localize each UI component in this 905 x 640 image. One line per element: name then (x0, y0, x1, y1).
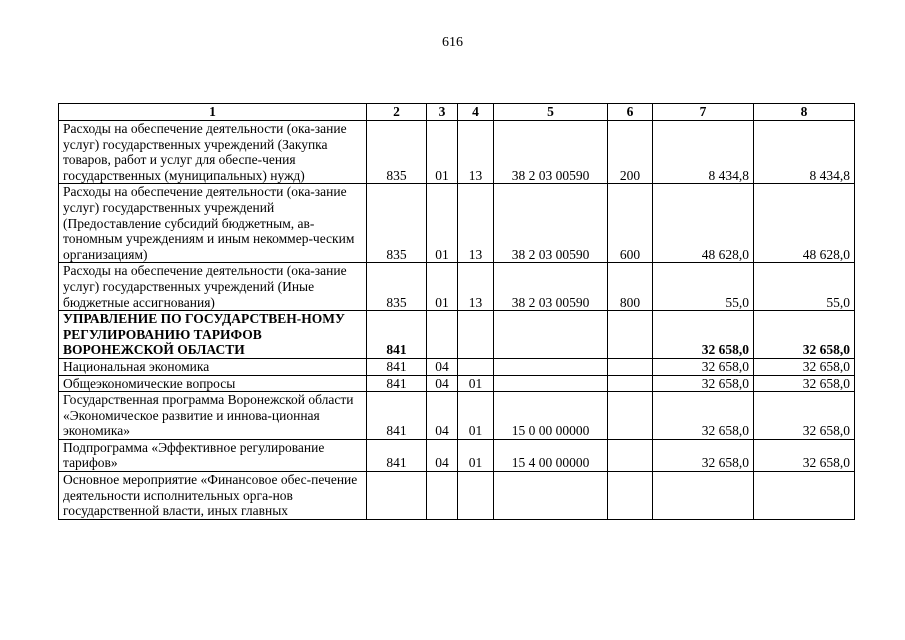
budget-table (58, 103, 855, 520)
column-header: 7 (653, 104, 754, 121)
row-amount-2: 32 658,0 (754, 358, 855, 375)
row-amount-2: 8 434,8 (754, 121, 855, 184)
row-amount-1: 32 658,0 (653, 439, 754, 471)
table-row (59, 358, 855, 375)
table-row (59, 439, 855, 471)
row-amount-1 (653, 472, 754, 520)
table-row (59, 184, 855, 263)
row-subsection-code: 13 (458, 263, 494, 311)
row-target-article-code (494, 358, 608, 375)
row-amount-1: 32 658,0 (653, 375, 754, 392)
column-header: 2 (367, 104, 427, 121)
row-subsection-code (458, 472, 494, 520)
row-section-code (427, 472, 458, 520)
row-expense-type-code (608, 358, 653, 375)
row-subsection-code: 01 (458, 392, 494, 440)
row-section-code: 01 (427, 184, 458, 263)
row-amount-1: 32 658,0 (653, 358, 754, 375)
page-number: 616 (442, 35, 463, 50)
row-amount-2: 55,0 (754, 263, 855, 311)
row-subsection-code: 01 (458, 439, 494, 471)
row-grbs-code: 835 (367, 121, 427, 184)
row-grbs-code: 835 (367, 263, 427, 311)
row-subsection-code: 13 (458, 121, 494, 184)
row-amount-1: 32 658,0 (653, 311, 754, 359)
row-amount-2: 48 628,0 (754, 184, 855, 263)
row-expense-type-code: 600 (608, 184, 653, 263)
row-subsection-code: 01 (458, 375, 494, 392)
row-grbs-code: 841 (367, 392, 427, 440)
row-name: УПРАВЛЕНИЕ ПО ГОСУДАРСТВЕН-НОМУ РЕГУЛИРОВАНИЮ ТАРИФОВ ВОРОНЕЖСКОЙ ОБЛАСТИ (59, 311, 367, 359)
row-expense-type-code: 800 (608, 263, 653, 311)
row-target-article-code (494, 472, 608, 520)
row-section-code: 04 (427, 375, 458, 392)
row-name: Расходы на обеспечение деятельности (ока-зание услуг) государственных учреждений (Закупка товаров, работ и услуг для обеспе-чения государственных (муниципальных) нужд) (59, 121, 367, 184)
row-subsection-code (458, 311, 494, 359)
row-section-code: 04 (427, 439, 458, 471)
column-header: 5 (494, 104, 608, 121)
row-target-article-code: 38 2 03 00590 (494, 263, 608, 311)
column-header: 8 (754, 104, 855, 121)
row-target-article-code (494, 375, 608, 392)
row-target-article-code: 15 0 00 00000 (494, 392, 608, 440)
row-section-code: 04 (427, 392, 458, 440)
row-name: Подпрограмма «Эффективное регулирование тарифов» (59, 439, 367, 471)
table-row (59, 392, 855, 440)
row-target-article-code: 38 2 03 00590 (494, 184, 608, 263)
row-target-article-code (494, 311, 608, 359)
row-name: Расходы на обеспечение деятельности (ока-зание услуг) государственных учреждений (Иные бюджетные ассигнования) (59, 263, 367, 311)
row-amount-2: 32 658,0 (754, 392, 855, 440)
row-expense-type-code: 200 (608, 121, 653, 184)
row-amount-1: 8 434,8 (653, 121, 754, 184)
table-row (59, 311, 855, 359)
row-expense-type-code (608, 311, 653, 359)
column-header: 1 (59, 104, 367, 121)
row-amount-1: 55,0 (653, 263, 754, 311)
row-grbs-code: 841 (367, 358, 427, 375)
row-subsection-code (458, 358, 494, 375)
row-grbs-code: 835 (367, 184, 427, 263)
row-amount-2: 32 658,0 (754, 311, 855, 359)
row-name: Основное мероприятие «Финансовое обес-печение деятельности исполнительных орга-нов государственной власти, иных главных (59, 472, 367, 520)
row-subsection-code: 13 (458, 184, 494, 263)
row-amount-1: 48 628,0 (653, 184, 754, 263)
row-expense-type-code (608, 392, 653, 440)
row-grbs-code: 841 (367, 375, 427, 392)
row-name: Государственная программа Воронежской области «Экономическое развитие и иннова-ционная экономика» (59, 392, 367, 440)
row-expense-type-code (608, 439, 653, 471)
row-section-code: 04 (427, 358, 458, 375)
row-amount-2 (754, 472, 855, 520)
table-row (59, 472, 855, 520)
row-target-article-code: 15 4 00 00000 (494, 439, 608, 471)
row-name: Расходы на обеспечение деятельности (ока-зание услуг) государственных учреждений (Предоставление субсидий бюджетным, ав-тономным учреждениям и иным некоммер-ческим организациям) (59, 184, 367, 263)
table-row (59, 263, 855, 311)
row-section-code: 01 (427, 121, 458, 184)
row-expense-type-code (608, 472, 653, 520)
table-row (59, 121, 855, 184)
table-body (59, 121, 855, 520)
row-amount-2: 32 658,0 (754, 375, 855, 392)
row-target-article-code: 38 2 03 00590 (494, 121, 608, 184)
row-grbs-code (367, 472, 427, 520)
header-row (59, 104, 855, 121)
column-header: 4 (458, 104, 494, 121)
row-section-code: 01 (427, 263, 458, 311)
table-row (59, 375, 855, 392)
row-name: Национальная экономика (59, 358, 367, 375)
column-header: 6 (608, 104, 653, 121)
row-expense-type-code (608, 375, 653, 392)
row-grbs-code: 841 (367, 311, 427, 359)
row-section-code (427, 311, 458, 359)
column-header: 3 (427, 104, 458, 121)
row-amount-2: 32 658,0 (754, 439, 855, 471)
row-grbs-code: 841 (367, 439, 427, 471)
row-name: Общеэкономические вопросы (59, 375, 367, 392)
row-amount-1: 32 658,0 (653, 392, 754, 440)
